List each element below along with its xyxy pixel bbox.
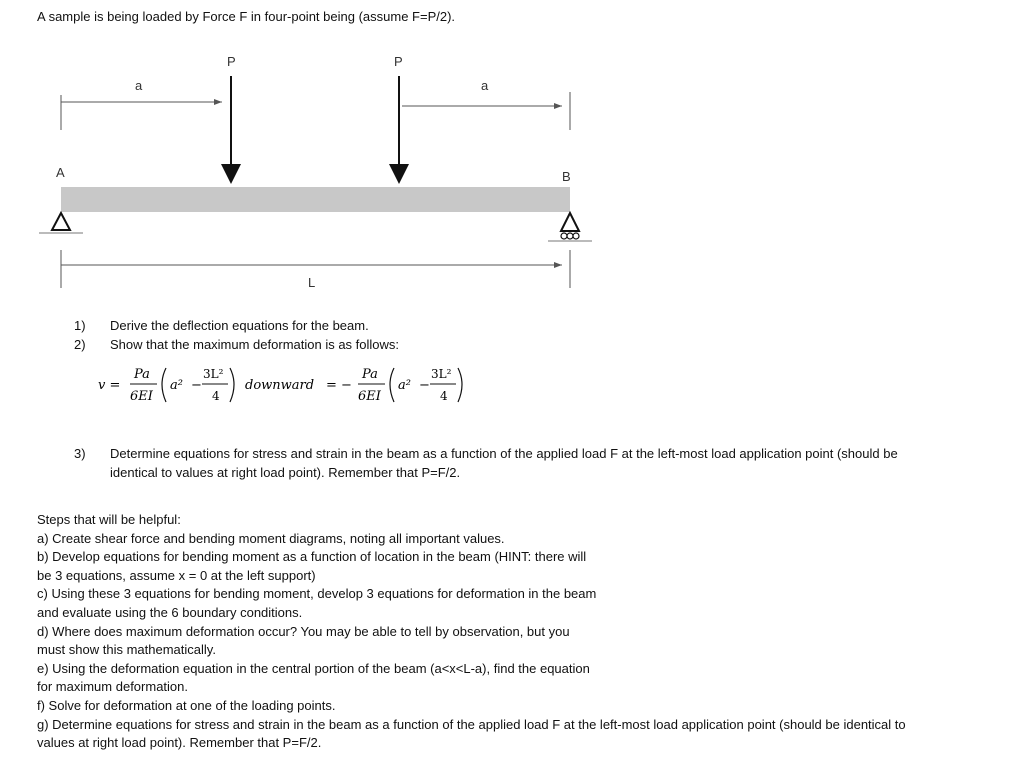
steps-heading: Steps that will be helpful:: [37, 512, 181, 527]
max-deflection-equation: [90, 360, 510, 410]
eq-frac2-den: 4: [212, 389, 220, 403]
step-line: values at right load point). Remember that P=F/2.: [37, 735, 322, 751]
roller-support-icon: [561, 213, 579, 231]
step-line: b) Develop equations for bending moment as a function of location in the beam (HINT: there will: [37, 549, 587, 565]
step-line: be 3 equations, assume x = 0 at the left support): [37, 567, 316, 583]
roller-wheel: [573, 233, 579, 239]
eq-minus-2: −: [419, 378, 430, 393]
step-line: c) Using these 3 equations for bending moment, develop 3 equations for deformation in the beam: [37, 586, 597, 602]
eq-paren-close-2: [458, 368, 462, 402]
eq-frac4-num: 3L²: [431, 367, 452, 381]
eq-paren-close-1: [230, 368, 234, 402]
question-2-number: 2): [74, 337, 86, 352]
question-1-text: Derive the deflection equations for the beam.: [110, 318, 369, 333]
step-line: for maximum deformation.: [37, 679, 188, 695]
question-1-number: 1): [74, 318, 86, 333]
eq-equals: = −: [326, 378, 352, 393]
step-line: e) Using the deformation equation in the central portion of the beam (a<x<L-a), find the equation: [37, 660, 590, 676]
eq-frac1-num: Pa: [134, 367, 150, 382]
pin-support-icon: [52, 213, 70, 230]
problem-intro: A sample is being loaded by Force F in four-point being (assume F=P/2).: [37, 9, 456, 24]
dim-left-arrowhead: [214, 99, 222, 105]
step-line: g) Determine equations for stress and strain in the beam as a function of the applied load F at the left-most load application point (should be identical to: [37, 716, 906, 732]
eq-lhs: v =: [98, 378, 121, 393]
question-3-text-line1: Determine equations for stress and strain in the beam as a function of the applied load F at the left-most load application point (should be: [110, 446, 898, 461]
beam-diagram: [0, 0, 1024, 300]
beam: [61, 187, 570, 212]
eq-a-squared-2: a²: [398, 378, 411, 393]
dim-left-label: a: [135, 78, 143, 93]
eq-frac3-den: 6EI: [358, 389, 381, 404]
load-right-label: P: [394, 54, 403, 69]
eq-paren-open-1: [162, 368, 166, 402]
support-right-label: B: [562, 169, 571, 184]
eq-frac4-den: 4: [440, 389, 448, 403]
dim-right-label: a: [481, 78, 489, 93]
step-line: and evaluate using the 6 boundary conditions.: [37, 604, 303, 620]
support-left-label: A: [56, 165, 65, 180]
step-line: must show this mathematically.: [37, 642, 216, 658]
load-left-label: P: [227, 54, 236, 69]
question-3-text-line2: identical to values at right load point). Remember that P=F/2.: [110, 465, 461, 480]
eq-a-squared-1: a²: [170, 378, 183, 393]
load-left-arrowhead: [221, 164, 241, 184]
step-line: f) Solve for deformation at one of the loading points.: [37, 697, 336, 713]
question-3-number: 3): [74, 446, 86, 461]
eq-word-downward: downward: [245, 378, 315, 393]
dim-right-arrowhead: [554, 103, 562, 109]
helpful-steps: [37, 511, 906, 753]
dim-span-label: L: [308, 275, 316, 290]
dim-span-arrowhead: [554, 262, 562, 268]
eq-minus-1: −: [191, 378, 202, 393]
eq-frac2-num: 3L²: [203, 367, 224, 381]
roller-wheel: [567, 233, 573, 239]
question-2-text: Show that the maximum deformation is as follows:: [110, 337, 400, 352]
step-line: d) Where does maximum deformation occur? You may be able to tell by observation, but you: [37, 623, 570, 639]
eq-frac1-den: 6EI: [130, 389, 153, 404]
step-line: a) Create shear force and bending moment diagrams, noting all important values.: [37, 530, 505, 546]
eq-paren-open-2: [390, 368, 394, 402]
roller-wheel: [561, 233, 567, 239]
eq-frac3-num: Pa: [362, 367, 378, 382]
load-right-arrowhead: [389, 164, 409, 184]
